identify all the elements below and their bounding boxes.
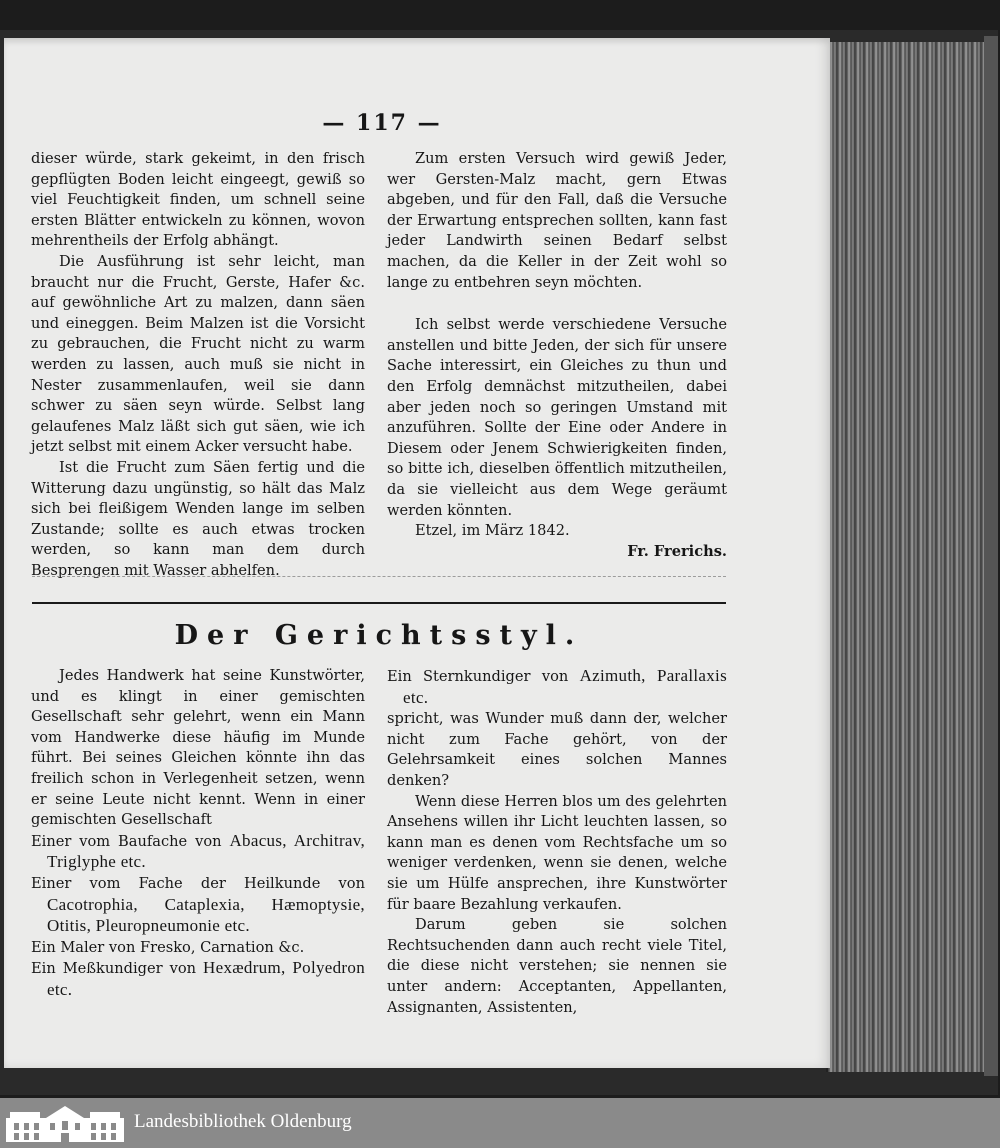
section-heading: Der Gerichtsstyl. [174,620,584,651]
library-footer-bar [0,1098,1000,1148]
signoff-place: Etzel, im März 1842. [415,522,570,540]
paragraph: Zum ersten Versuch wird gewiß Jeder, wer Gersten-Malz macht, gern Etwas abgeben, und für den Fall, daß die Versuche der Erwartung entsprechen sollten, kann fast jeder Landwirth seinen Bedarf selbst machen, da die Keller in der Zeit wohl so lange zu entbehren seyn möchten. [387,150,727,291]
left-column-top [31,149,365,581]
right-column-top [387,149,727,562]
section-divider [32,602,726,604]
paragraph: Wenn diese Herren blos um des gelehrten Ansehens willen ihr Licht leuchten lassen, so kann man es denen vom Rechtsfache um so weniger verdenken, wenn sie denen, welche sie um Hülfe ansprechen, ihre Kunstwörter für baare Bezahlung verkaufen. [387,792,727,913]
paragraph: dieser würde, stark gekeimt, in den frisch gepflügten Boden leicht eingeegt, gewiß so viel Feuchtigkeit finden, um schnell seine ersten Blätter entwickeln zu können, wovon mehrentheils der Erfolg abhängt. [31,150,365,250]
example-entry: Ein Maler von Fresko, Carnation &c. [31,938,305,956]
paragraph: Die Ausführung ist sehr leicht, man braucht nur die Frucht, Gerste, Hafer &c. auf gewöhnliche Art zu malzen, dann säen und eineggen. Beim Malzen ist die Vorsicht zu gebrauchen, die Frucht nicht zu warm werden zu lassen, auch muß sie nicht in Nester zusammenlaufen, weil sie dann schwer zu säen seyn würde. Selbst lang gelaufenes Malz läßt sich gut säen, wie ich jetzt selbst mit einem Acker versucht habe. [31,252,365,456]
library-name: Landesbibliothek Oldenburg [134,1111,352,1132]
paragraph: Jedes Handwerk hat seine Kunstwörter, und es klingt in einer gemischten Gesellschaft sehr gelehrt, wenn ein Mann vom Handwerke diese häufig im Munde führt. Bei seines Gleichen könnte ihn das freilich schon in Verlegenheit setzen, wenn er seine Leute nicht kennt. Wenn in einer gemischten Gesellschaft [31,667,365,829]
signoff-author: Fr. Frerichs. [627,542,727,560]
library-building-logo-icon [6,1104,124,1142]
paragraph: spricht, was Wunder muß dann der, welcher nicht zum Fache gehört, von der Gelehrsamkeit eines solchen Mannes denken? [387,710,727,789]
paragraph: Ich selbst werde verschiedene Versuche anstellen und bitte Jeden, der sich für unsere Sache interessirt, ein Gleiches zu thun und den Erfolg demnächst mitzutheilen, dabei aber jeden noch so geringen Umstand mit anzuführen. Sollte der Eine oder Andere in Diesem oder Jenem Schwierigkeiten finden, so bitte ich, dieselben öffentlich mitzutheilen, da sie vielleicht aus dem Wege geräumt werden könnten. [387,316,727,519]
left-column-bottom [31,666,365,1002]
page-edges [826,42,986,1072]
book-page [4,38,830,1068]
right-column-bottom [387,666,727,1018]
example-entry: Einer vom Baufache von Abacus, Architrav, Triglyphe etc. [31,830,365,872]
example-entry: Einer vom Fache der Heilkunde von Cacotrophia, Cataplexia, Hæmoptysie, Otitis, Pleuropneumonie etc. [31,874,365,936]
example-entry: Ein Meßkundiger von Hexædrum, Polyedron etc. [31,958,365,999]
page-number: — 117 — [322,110,442,136]
example-entry: Ein Sternkundiger von Azimuth, Parallaxis etc. [387,666,727,707]
bleed-through-rule [32,576,726,577]
paragraph: Ist die Frucht zum Säen fertig und die Witterung dazu ungünstig, so hält das Malz sich bei fleißigem Wenden lange im selben Zustande; sollte es auch etwas trocken werden, so kann man dem durch Besprengen mit Wasser abhelfen. [31,458,365,579]
paragraph: Darum geben sie solchen Rechtsuchenden dann auch recht viele Titel, die diese nicht verstehen; sie nennen sie unter andern: Acceptanten, Appellanten, Assignanten, Assistenten, [387,916,727,1016]
